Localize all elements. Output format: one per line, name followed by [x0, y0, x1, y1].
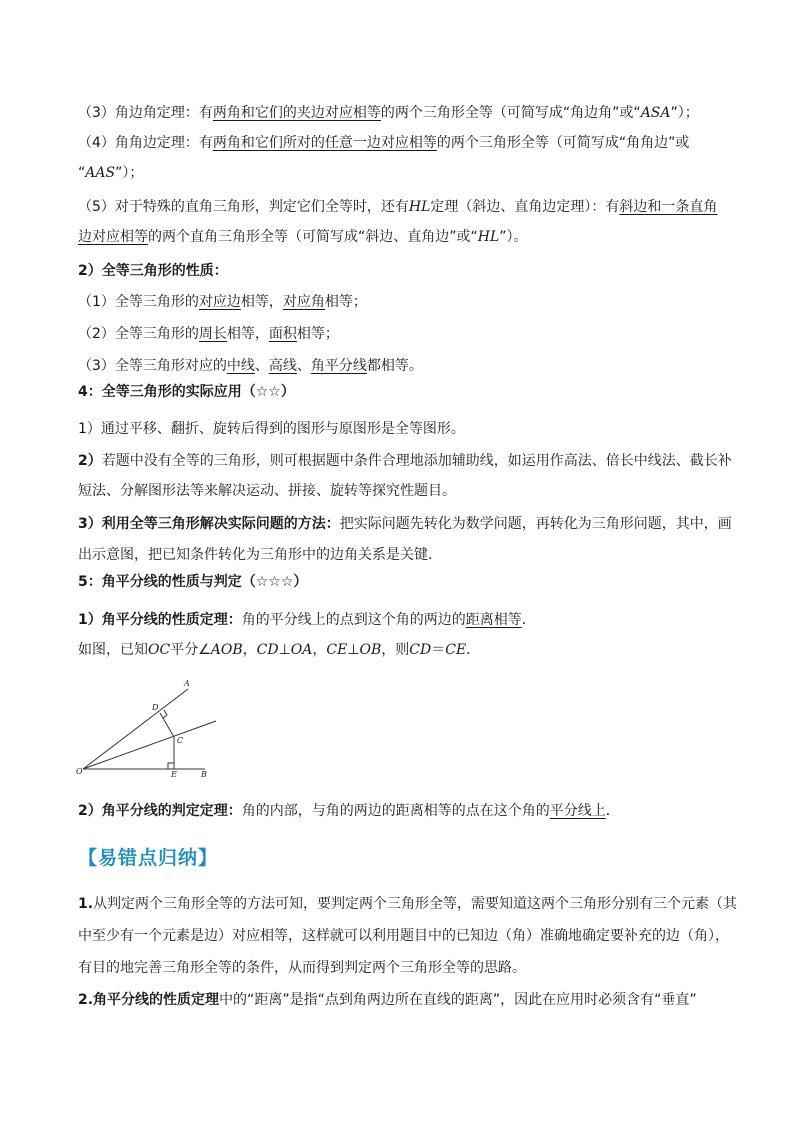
text-line: “AAS”）；	[78, 165, 144, 181]
text-line: 2）若题中没有全等的三角形，则可根据题中条件合理地添加辅助线，如运用作高法、倍长中线法、截长补	[78, 453, 732, 469]
text-line: 2）角平分线的判定定理：角的内部，与角的两边的距离相等的点在这个角的平分线上．	[78, 803, 620, 819]
label-b: B	[201, 770, 207, 779]
section-heading: 5：角平分线的性质与判定（☆☆☆）	[78, 574, 308, 590]
right-angle-mark-d	[163, 710, 167, 718]
text-line: 中至少有一个元素是边）对应相等，这样就可以利用题目中的已知边（角）准确地确定要补充的边（角），	[78, 928, 729, 944]
text-line: （3）角边角定理：有两角和它们的夹边对应相等的两个三角形全等（可简写成“角边角”或“ASA”）；	[78, 105, 699, 121]
label-e: E	[171, 770, 177, 779]
text-line: （1）全等三角形的对应边相等，对应角相等；	[78, 294, 367, 310]
text-line: （5）对于特殊的直角三角形，判定它们全等时，还有HL定理（斜边、直角边定理）：有斜边和一条直角	[78, 199, 718, 215]
ray-oc	[83, 721, 216, 769]
text-line: 短法、分解图形法等来解决运动、拼接、旋转等探究性题目。	[78, 483, 456, 499]
label-o: O	[76, 767, 83, 776]
label-c: C	[177, 736, 184, 745]
section-heading: 4：全等三角形的实际应用（☆☆）	[78, 384, 295, 400]
angle-bisector-figure	[70, 676, 230, 782]
text-line: 1）通过平移、翻折、旋转后得到的图形与原图形是全等图形。	[78, 421, 465, 437]
text-line: 1.从判定两个三角形全等的方法可知，要判定两个三角形全等，需要知道这两个三角形分别有三个元素（其	[78, 896, 738, 912]
segment-cd	[160, 713, 174, 737]
text-line: （4）角角边定理：有两角和它们所对的任意一边对应相等的两个三角形全等（可简写成“角角边”或	[78, 135, 690, 151]
text-line: （3）全等三角形对应的中线、高线、角平分线都相等。	[78, 358, 423, 374]
label-d: D	[152, 703, 159, 712]
text-line: 有目的地完善三角形全等的条件，从而得到判定两个三角形全等的思路。	[78, 960, 526, 976]
right-angle-mark-e	[168, 763, 174, 769]
ray-oa	[83, 689, 188, 769]
section-subheading: 2）全等三角形的性质：	[78, 263, 228, 279]
text-line: 3）利用全等三角形解决实际问题的方法：把实际问题先转化为数学问题，再转化为三角形问题，其中，画	[78, 516, 732, 532]
text-line: 如图，已知OC平分∠AOB，CD⊥OA，CE⊥OB，则CD＝CE．	[78, 642, 481, 658]
error-summary-heading: 【易错点归纳】	[78, 847, 219, 869]
text-line: 2.角平分线的性质定理中的“距离”是指“点到角两边所在直线的距离”，因此在应用时必须含有“垂直”	[78, 992, 697, 1008]
label-a: A	[184, 679, 190, 688]
text-line: （2）全等三角形的周长相等，面积相等；	[78, 326, 339, 342]
text-line: 出示意图，把已知条件转化为三角形中的边角关系是关键．	[78, 547, 442, 563]
text-line: 1）角平分线的性质定理：角的平分线上的点到这个角的两边的距离相等．	[78, 612, 536, 628]
text-line: 边对应相等的两个直角三角形全等（可简写成“斜边、直角边”或“HL”）。	[78, 229, 528, 245]
